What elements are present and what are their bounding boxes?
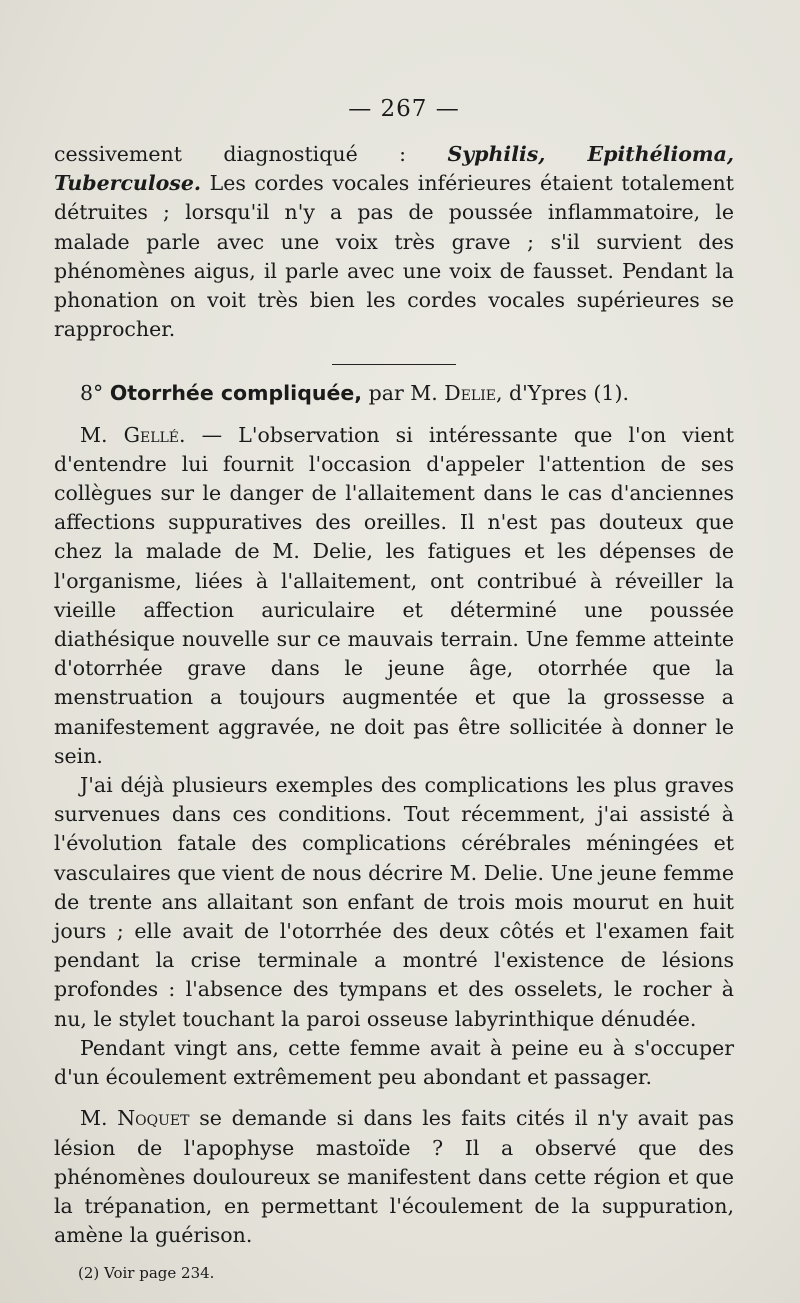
speaker-name: M. Noquet [80,1106,190,1131]
paragraph-gelle [54,421,734,771]
paragraph-continuation [54,140,734,344]
paragraph-text: cessivement diagnostiqué : [54,142,448,166]
paragraph-text: Les cordes vocales inférieures étaient totalement détruites ; lorsqu'il n'y a pas de poussée inflammatoire, le malade parle avec une voix très grave ; s'il survient des phénomènes aigus, il parle avec une voix de fausset. Pendant la phonation on voit très bien les cordes vocales supérieures se rapprocher. [54,171,734,342]
paragraph-noquet [54,1104,734,1250]
section-divider [332,364,456,365]
page-number: — 267 — [348,96,460,122]
diagnosis-italic: Syphilis, Epithélioma, Tuberculose. [54,142,735,196]
section-author: Delie [444,381,496,406]
paragraph-twenty-years: Pendant vingt ans, cette femme avait à peine eu à s'occuper d'un écoulement extrêmement peu abondant et passager. [54,1035,734,1090]
section-number: 8° [80,381,110,406]
section-place: , d'Ypres (1). [495,381,629,406]
paragraph-text: — L'observation si intéressante que l'on vient d'entendre lui fournit l'occasion d'appeler l'attention de ses collègues sur le danger de l'allaitement dans le cas d'anciennes affections suppuratives des oreilles. Il n'est pas douteux que chez la malade de M. Delie, les fatigues et les dépenses de l'organisme, liées à l'allaitement, ont contribué à réveiller la vieille affection auriculaire et déterminé une poussée diathésique nouvelle sur ce mauvais terrain. Une femme atteinte d'otorrhée grave dans le jeune âge, otorrhée que la menstruation a toujours augmentée et que la grossesse a manifestement aggravée, ne doit pas être sollicitée à donner le sein. [54,422,734,768]
speaker-name: M. Gellé. [80,422,186,447]
section-by: par M. [362,381,445,406]
section-heading [54,379,734,408]
footnote: (2) Voir page 234. [78,1264,215,1283]
paragraph-examples: J'ai déjà plusieurs exemples des complications les plus graves survenues dans ces conditions. Tout récemment, j'ai assisté à l'évolution fatale des complications cérébrales méningées et vasculaires que vient de nous décrire M. Delie. Une jeune femme de trente ans allaitant son enfant de trois mois mourut en huit jours ; elle avait de l'otorrhée des deux côtés et l'examen fait pendant la crise terminale a montré l'existence de lésions profondes : l'absence des tympans et des osselets, le rocher à nu, le stylet touchant la paroi osseuse labyrinthique dénudée. [54,773,734,1031]
section-title: Otorrhée compliquée, [109,381,363,406]
paragraph-text: se demande si dans les faits cités il n'y avait pas lésion de l'apophyse mastoïde ? Il a observé que des phénomènes douloureux se manifestent dans cette région et que la trépanation, en permettant l'écoulement de la suppuration, amène la guérison. [54,1106,735,1248]
